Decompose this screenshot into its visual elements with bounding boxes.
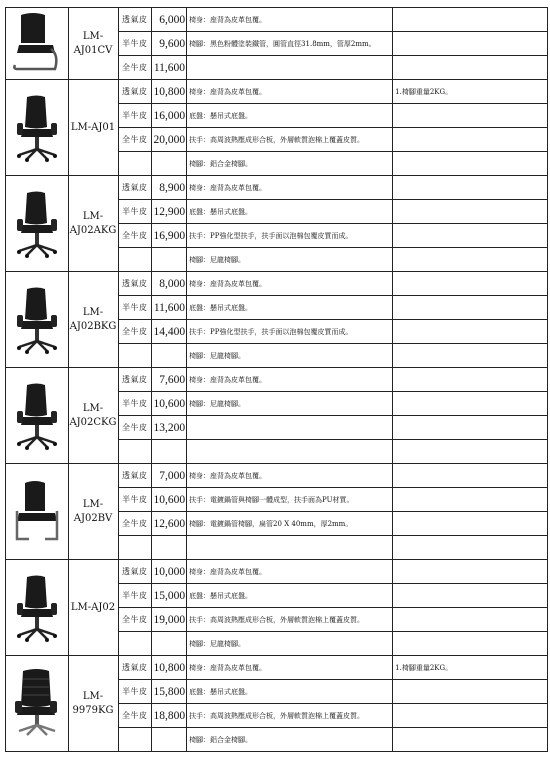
- spec-text: 椅身：座背為皮革包覆。: [187, 368, 393, 391]
- table-row: [119, 80, 547, 103]
- leather-grade: [119, 440, 152, 463]
- note-text: [393, 368, 547, 391]
- model-number: LM-9979KG: [68, 656, 119, 751]
- spec-text: [187, 416, 393, 439]
- price: 11,600: [152, 56, 188, 79]
- table-row: [119, 319, 547, 343]
- note-text: [393, 488, 547, 511]
- price: 16,900: [152, 224, 188, 247]
- price: 10,000: [152, 560, 188, 583]
- note-text: [393, 248, 547, 271]
- spec-text: 椅腳：尼龍椅腳。: [187, 248, 393, 271]
- product-block: [5, 560, 548, 656]
- leather-grade: [119, 152, 152, 175]
- price: 12,900: [152, 200, 188, 223]
- spec-text: 底盤：懸吊式底盤。: [187, 200, 393, 223]
- spec-text: 椅腳：尼龍椅腳。: [187, 632, 393, 655]
- price: 8,900: [152, 176, 188, 199]
- spec-text: 椅身：座背為皮革包覆。: [187, 176, 393, 199]
- leather-grade: 透氣皮: [119, 656, 152, 679]
- spec-text: [187, 56, 393, 79]
- note-text: [393, 440, 547, 463]
- leather-grade: 全牛皮: [119, 608, 152, 631]
- leather-grade: [119, 728, 152, 751]
- price: 19,000: [152, 608, 188, 631]
- table-row: [119, 511, 547, 535]
- leather-grade: 半牛皮: [119, 104, 152, 127]
- price: [152, 728, 188, 751]
- table-row: [119, 415, 547, 439]
- table-row: [119, 656, 547, 679]
- note-text: [393, 104, 547, 127]
- product-block: [5, 176, 548, 272]
- note-text: [393, 536, 547, 559]
- price: [152, 344, 188, 367]
- spec-text: 椅腳：黑色粉體塗裝鐵管，圓管直徑31.8mm，管厚2mm。: [187, 32, 393, 55]
- spec-text: 底盤：懸吊式底盤。: [187, 296, 393, 319]
- model-number: LM-AJ02: [68, 560, 119, 655]
- spec-text: 底盤：懸吊式底盤。: [187, 680, 393, 703]
- model-number: LM-AJ01CV: [68, 8, 119, 79]
- leather-grade: 半牛皮: [119, 200, 152, 223]
- swivel-chair-icon: [11, 93, 63, 163]
- spec-text: 底盤：懸吊式底盤。: [187, 584, 393, 607]
- leather-grade: 半牛皮: [119, 488, 152, 511]
- leather-grade: 全牛皮: [119, 416, 152, 439]
- table-row: [119, 103, 547, 127]
- price: [152, 440, 188, 463]
- spec-text: 椅腳：鋁合金椅腳。: [187, 152, 393, 175]
- leather-grade: [119, 536, 152, 559]
- leather-grade: 全牛皮: [119, 512, 152, 535]
- spec-text: 椅腳：鋁合金椅腳。: [187, 728, 393, 751]
- price: 20,000: [152, 128, 188, 151]
- spec-text: 椅身：座背為皮革包覆。: [187, 272, 393, 295]
- spec-text: 扶手：高周波熱壓成形合板，外層軟質泡棉上覆蓋皮質。: [187, 608, 393, 631]
- leather-grade: 透氣皮: [119, 272, 152, 295]
- spec-text: [187, 536, 393, 559]
- leather-grade: 半牛皮: [119, 392, 152, 415]
- note-text: [393, 632, 547, 655]
- product-block: [5, 656, 548, 752]
- model-number: LM-AJ01: [68, 80, 119, 175]
- note-text: [393, 704, 547, 727]
- table-row: [119, 391, 547, 415]
- sled-chair-icon: [11, 477, 63, 547]
- model-number: LM-AJ02BKG: [68, 272, 119, 367]
- table-row: [119, 31, 547, 55]
- table-row: [119, 295, 547, 319]
- product-block: [5, 272, 548, 368]
- cantilever-chair-icon: [11, 9, 63, 79]
- table-row: [119, 535, 547, 559]
- note-text: [393, 8, 547, 31]
- product-block: [5, 464, 548, 560]
- table-row: [119, 583, 547, 607]
- product-block: [5, 368, 548, 464]
- product-block: [5, 7, 548, 80]
- swivel-chair-icon: [11, 285, 63, 355]
- note-text: 1.椅腳重量2KG。: [395, 663, 453, 672]
- leather-grade: 全牛皮: [119, 224, 152, 247]
- note-text: [393, 272, 547, 295]
- leather-grade: [119, 344, 152, 367]
- chair-photo: [6, 176, 69, 271]
- note-text: [393, 608, 547, 631]
- spec-text: 扶手：PP強化型扶手，扶手面以泡棉包覆皮質而成。: [187, 224, 393, 247]
- table-row: [119, 439, 547, 463]
- spec-text: 椅身：座背為皮革包覆。: [187, 8, 393, 31]
- table-row: [119, 176, 547, 199]
- leather-grade: 透氣皮: [119, 176, 152, 199]
- price: 11,600: [152, 296, 188, 319]
- table-row: [119, 727, 547, 751]
- leather-grade: 半牛皮: [119, 584, 152, 607]
- price: 14,400: [152, 320, 188, 343]
- leather-grade: 半牛皮: [119, 680, 152, 703]
- note-text: [393, 296, 547, 319]
- leather-grade: [119, 248, 152, 271]
- table-row: [119, 631, 547, 655]
- chair-photo: [6, 80, 69, 175]
- note-text: [393, 416, 547, 439]
- leather-grade: 半牛皮: [119, 296, 152, 319]
- table-row: [119, 560, 547, 583]
- note-text: [393, 320, 547, 343]
- spec-text: 椅腳：電鍍鍋管椅腳，扁管20 X 40mm，厚2mm。: [187, 512, 393, 535]
- price: 10,800: [152, 80, 188, 103]
- note-text: [393, 224, 547, 247]
- table-row: [119, 703, 547, 727]
- table-row: [119, 464, 547, 487]
- price: 6,000: [152, 8, 188, 31]
- spec-text: 椅腳：尼龍椅腳。: [187, 344, 393, 367]
- chair-photo: [6, 368, 69, 463]
- model-number: LM-AJ02AKG: [68, 176, 119, 271]
- spec-text: 扶手：高周波熱壓成形合板，外層軟質泡棉上覆蓋皮質。: [187, 704, 393, 727]
- spec-text: 扶手：PP強化型扶手，扶手面以泡棉包覆皮質而成。: [187, 320, 393, 343]
- price: 15,800: [152, 680, 188, 703]
- price: [152, 632, 188, 655]
- price: 10,800: [152, 656, 188, 679]
- model-number: LM-AJ02BV: [68, 464, 119, 559]
- table-row: [119, 607, 547, 631]
- table-row: [119, 127, 547, 151]
- price: 15,000: [152, 584, 188, 607]
- leather-grade: 透氣皮: [119, 368, 152, 391]
- spec-text: 椅身：座背為皮革包覆。: [187, 464, 393, 487]
- note-text: [393, 392, 547, 415]
- note-text: [393, 56, 547, 79]
- swivel-chair-icon: [11, 573, 63, 643]
- note-text: [393, 584, 547, 607]
- note-text: [393, 200, 547, 223]
- leather-grade: 透氣皮: [119, 80, 152, 103]
- price: [152, 248, 188, 271]
- spec-text: 扶手：電鍍鍋管與椅腳一體成型，扶手面為PU材質。: [187, 488, 393, 511]
- leather-grade: 透氣皮: [119, 464, 152, 487]
- price: 9,600: [152, 32, 188, 55]
- price: 10,600: [152, 392, 188, 415]
- table-row: [119, 151, 547, 175]
- table-row: [119, 8, 547, 31]
- chair-photo: [6, 464, 69, 559]
- price: 7,600: [152, 368, 188, 391]
- chair-photo: [6, 656, 69, 751]
- spec-text: 椅身：座背為皮革包覆。: [187, 656, 393, 679]
- leather-grade: 全牛皮: [119, 128, 152, 151]
- note-text: [393, 728, 547, 751]
- spec-text: 扶手：高周波熱壓成形合板，外層軟質泡棉上覆蓋皮質。: [187, 128, 393, 151]
- price: 13,200: [152, 416, 188, 439]
- note-text: [393, 152, 547, 175]
- price: 18,800: [152, 704, 188, 727]
- product-block: [5, 80, 548, 176]
- table-row: [119, 223, 547, 247]
- leather-grade: 半牛皮: [119, 32, 152, 55]
- leather-grade: [119, 632, 152, 655]
- note-text: [393, 128, 547, 151]
- chair-photo: [6, 8, 69, 79]
- table-row: [119, 55, 547, 79]
- price: [152, 536, 188, 559]
- note-text: [393, 512, 547, 535]
- price: 16,000: [152, 104, 188, 127]
- note-text: [393, 344, 547, 367]
- spec-text: 底盤：懸吊式底盤。: [187, 104, 393, 127]
- swivel-chair-icon: [11, 189, 63, 259]
- price: 10,600: [152, 488, 188, 511]
- leather-grade: 透氣皮: [119, 560, 152, 583]
- note-text: [393, 176, 547, 199]
- spec-text: 椅身：座背為皮革包覆。: [187, 560, 393, 583]
- executive-chair-icon: [11, 669, 63, 739]
- note-text: [393, 680, 547, 703]
- price: [152, 152, 188, 175]
- table-row: [119, 199, 547, 223]
- note-text: [393, 560, 547, 583]
- price: 7,000: [152, 464, 188, 487]
- note-text: 1.椅腳重量2KG。: [395, 87, 453, 96]
- price-sheet: [5, 7, 548, 752]
- leather-grade: 全牛皮: [119, 704, 152, 727]
- chair-photo: [6, 560, 69, 655]
- chair-photo: [6, 272, 69, 367]
- leather-grade: 全牛皮: [119, 56, 152, 79]
- leather-grade: 透氣皮: [119, 8, 152, 31]
- table-row: [119, 368, 547, 391]
- model-number: LM-AJ02CKG: [68, 368, 119, 463]
- price: 8,000: [152, 272, 188, 295]
- table-row: [119, 247, 547, 271]
- table-row: [119, 272, 547, 295]
- table-row: [119, 679, 547, 703]
- swivel-chair-icon: [11, 381, 63, 451]
- spec-text: 椅身：座背為皮革包覆。: [187, 80, 393, 103]
- spec-text: 椅腳：尼龍椅腳。: [187, 392, 393, 415]
- table-row: [119, 487, 547, 511]
- price: 12,600: [152, 512, 188, 535]
- note-text: [393, 464, 547, 487]
- leather-grade: 全牛皮: [119, 320, 152, 343]
- table-row: [119, 343, 547, 367]
- note-text: [393, 32, 547, 55]
- spec-text: [187, 440, 393, 463]
